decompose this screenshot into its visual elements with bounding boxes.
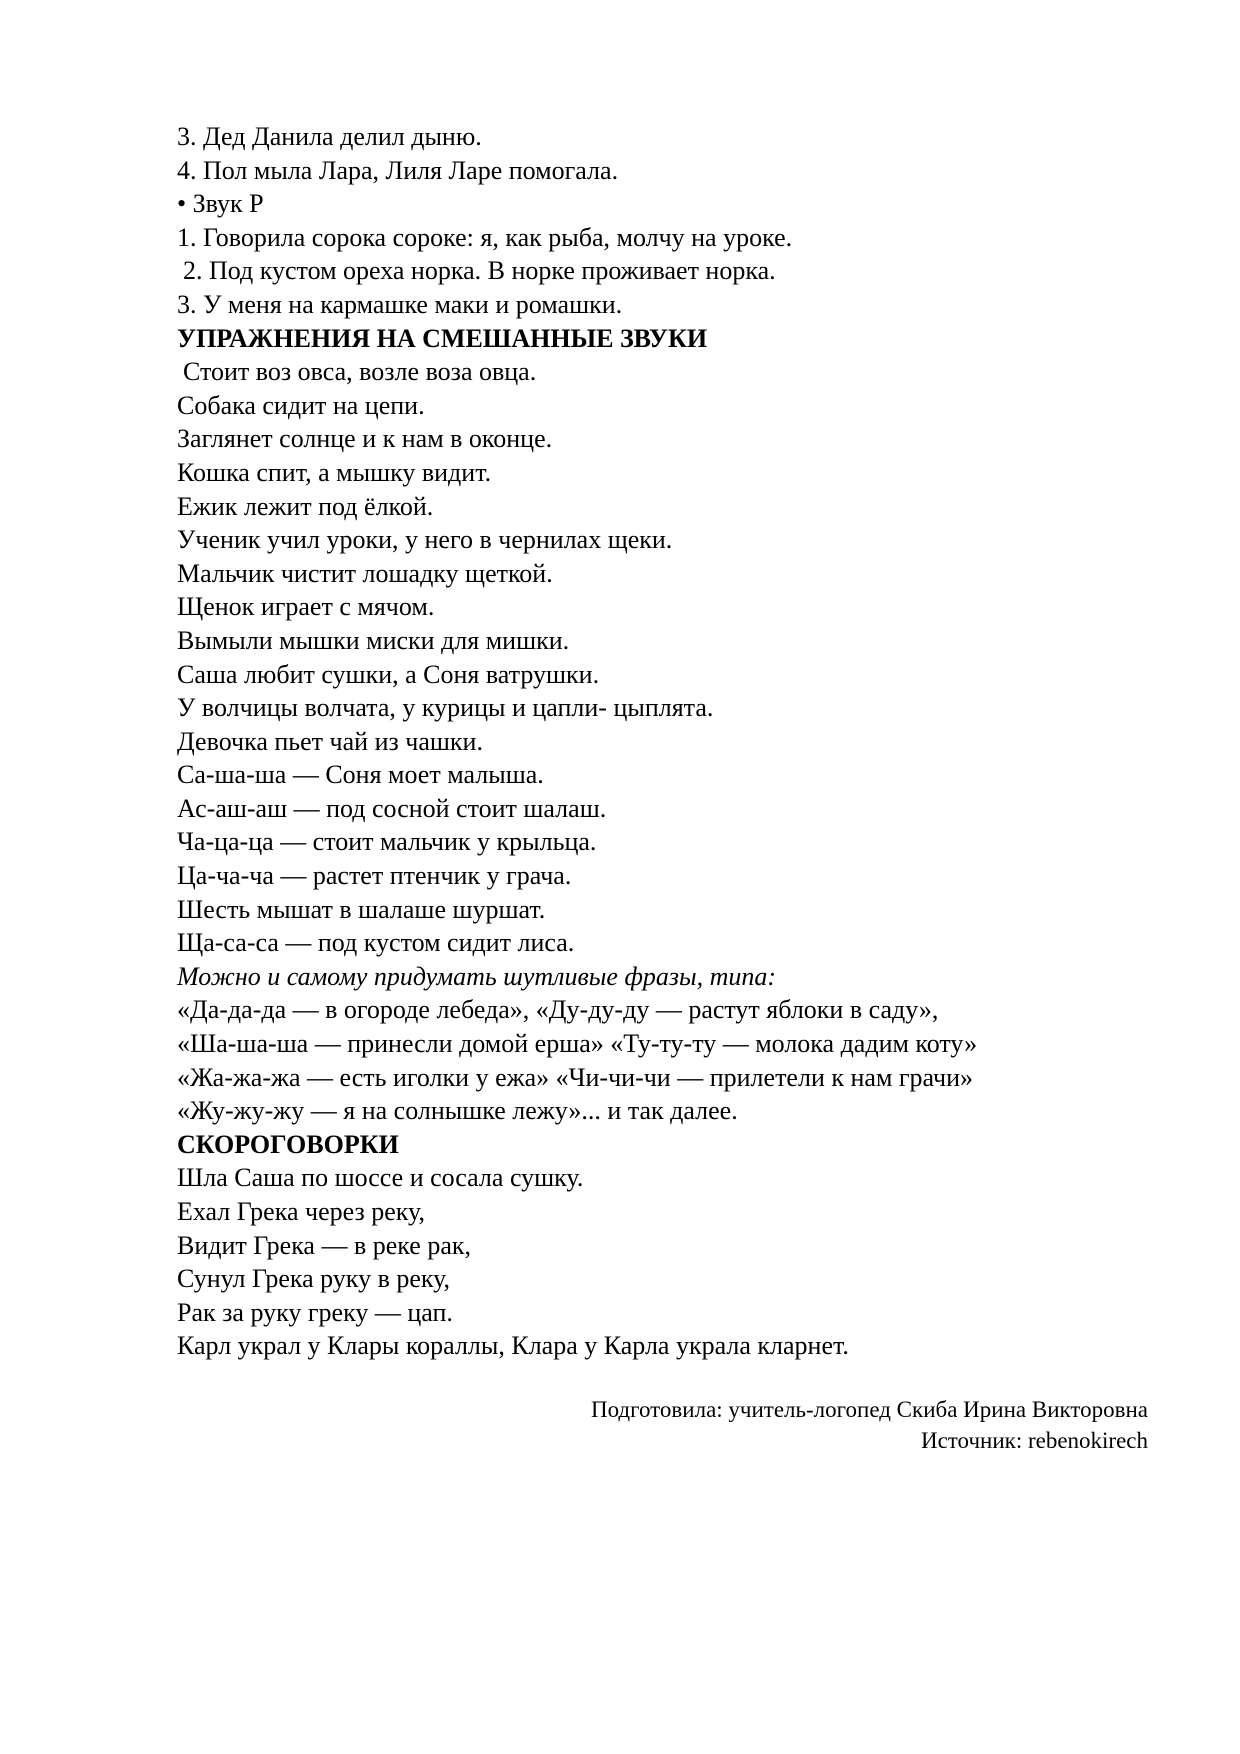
mixed-sounds-line: Мальчик чистит лошадку щеткой.: [177, 558, 553, 588]
footer-prepared-by: Подготовила: учитель-логопед Скиба Ирина Викторовна: [590, 1397, 1148, 1422]
tongue-twister-line: Сунул Грека руку в реку,: [177, 1264, 451, 1294]
sound-l-item: 3. Дед Данила делил дыню.: [177, 122, 482, 151]
footer-source: Источник: rebenokirech: [920, 1428, 1148, 1453]
sound-r-heading: • Звук Р: [177, 189, 264, 219]
tongue-twister-line: Карл украл у Клары кораллы, Клара у Карла украла кларнет.: [177, 1331, 849, 1361]
tongue-twister-line: Шла Саша по шоссе и сосала сушку.: [177, 1163, 584, 1193]
sound-r-item: 3. У меня на кармашке маки и ромашки.: [177, 289, 623, 319]
mixed-sounds-line: Заглянет солнце и к нам в оконце.: [177, 424, 553, 454]
mixed-sounds-line: Са-ша-ша — Соня моет малыша.: [177, 760, 544, 790]
mixed-sounds-line: Шесть мышат в шалаше шуршат.: [177, 894, 546, 924]
sound-l-item: 4. Пол мыла Лара, Лиля Ларе помогала.: [177, 155, 619, 185]
mixed-sounds-line: Ученик учил уроки, у него в чернилах щеки.: [177, 525, 673, 555]
mixed-sounds-example: «Жу-жу-жу — я на солнышке лежу»... и так далее.: [177, 1096, 738, 1126]
mixed-sounds-line: Кошка спит, а мышку видит.: [177, 457, 492, 487]
sound-r-item: 2. Под кустом ореха норка. В норке проживает норка.: [183, 256, 776, 286]
mixed-sounds-line: Вымыли мышки миски для мишки.: [177, 625, 570, 655]
mixed-sounds-note: Можно и самому придумать шутливые фразы, типа:: [177, 961, 777, 991]
mixed-sounds-line: Саша любит сушки, а Соня ватрушки.: [177, 659, 600, 689]
mixed-sounds-line: Собака сидит на цепи.: [177, 390, 425, 420]
sound-r-item: 1. Говорила сорока сороке: я, как рыба, молчу на уроке.: [177, 222, 793, 252]
document-body: [177, 120, 1177, 1363]
tongue-twister-line: Рак за руку греку — цап.: [177, 1297, 453, 1327]
tongue-twister-line: Видит Грека — в реке рак,: [177, 1230, 471, 1260]
mixed-sounds-line: Щенок играет с мячом.: [177, 592, 435, 622]
mixed-sounds-line: Ща-са-са — под кустом сидит лиса.: [177, 928, 575, 958]
mixed-sounds-line: Ча-ца-ца — стоит мальчик у крыльца.: [177, 827, 597, 857]
mixed-sounds-example: «Жа-жа-жа — есть иголки у ежа» «Чи-чи-чи — прилетели к нам грачи»: [177, 1062, 974, 1092]
mixed-sounds-line: Ас-аш-аш — под сосной стоит шалаш.: [177, 793, 607, 823]
mixed-sounds-line: Ца-ча-ча — растет птенчик у грача.: [177, 861, 572, 891]
tongue-twisters-heading: СКОРОГОВОРКИ: [177, 1129, 399, 1159]
mixed-sounds-line: Девочка пьет чай из чашки.: [177, 726, 483, 756]
mixed-sounds-example: «Да-да-да — в огороде лебеда», «Ду-ду-ду — растут яблоки в саду»,: [177, 995, 939, 1025]
mixed-sounds-line: Стоит воз овса, возле воза овца.: [183, 357, 537, 387]
mixed-sounds-line: Ежик лежит под ёлкой.: [177, 491, 434, 521]
mixed-sounds-line: У волчицы волчата, у курицы и цапли- цыплята.: [177, 693, 714, 723]
mixed-sounds-example: «Ша-ша-ша — принесли домой ерша» «Ту-ту-ту — молока дадим коту»: [177, 1029, 978, 1059]
mixed-sounds-heading: УПРАЖНЕНИЯ НА СМЕШАННЫЕ ЗВУКИ: [177, 323, 708, 353]
tongue-twister-line: Ехал Грека через реку,: [177, 1197, 425, 1226]
